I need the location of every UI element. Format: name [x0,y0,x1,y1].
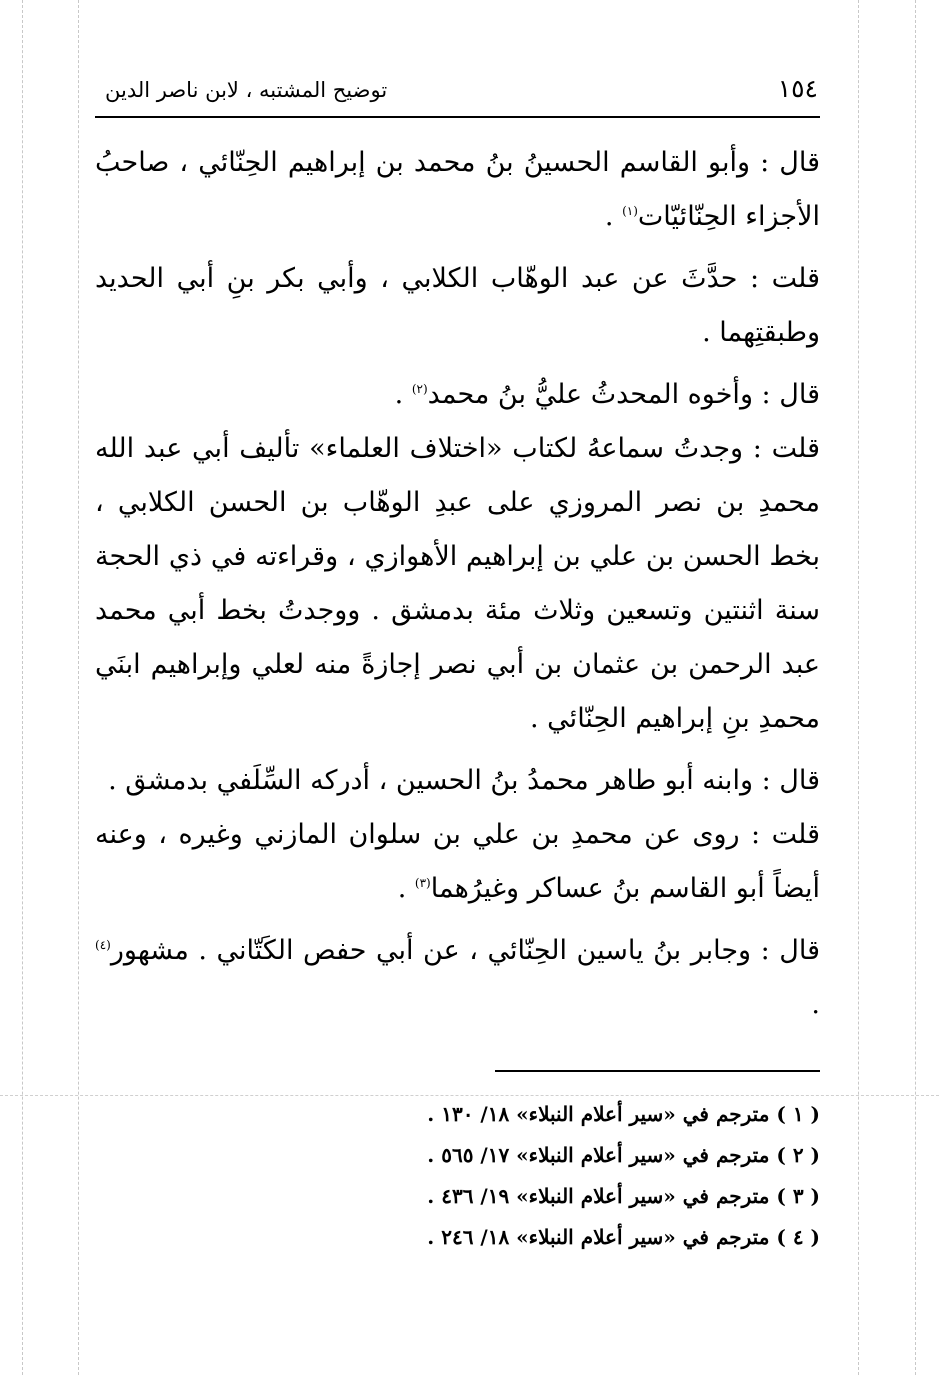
running-head: توضيح المشتبه ، لابن ناصر الدين [105,78,388,102]
footnote: ( ٤ ) مترجم في «سير أعلام النبلاء» ١٨/ ٢٤٦ . [427,1225,820,1249]
footnote: ( ٣ ) مترجم في «سير أعلام النبلاء» ١٩/ ٤٣٦ . [427,1184,820,1208]
body-text [95,136,820,1032]
scan-guide-line [78,0,79,1375]
footnote-marker[interactable]: (٢) [411,382,428,396]
scan-guide-line [858,0,859,1375]
footnotes [95,1094,820,1258]
paragraph: قلت : حدَّثَ عن عبد الوهّاب الكلابي ، وأبي بكر بنِ أبي الحديد وطبقتِهما . [95,263,820,348]
footnote-separator [495,1070,820,1072]
footnote-marker[interactable]: (١) [622,204,638,218]
page-number: ١٥٤ [777,74,818,103]
paragraph: قلت : وجدتُ سماعهُ لكتاب «اختلاف العلماء» تأليف أبي عبد الله محمدِ بن نصر المروزي على عبدِ الوهّاب بن الحسن الكلابي ، بخط الحسن بن علي بن إبراهيم الأهوازي ، وقراءته في ذي الحجة سنة اثنتين وتسعين وثلاث مئة بدمشق . ووجدتُ بخط أبي محمد عبد الرحمن بن عثمان بن أبي نصر إجازةً منه لعلي وإبراهيم ابنَي محمدِ بنِ إبراهيم الحِنّائي . [95,433,820,734]
footnote: ( ٢ ) مترجم في «سير أعلام النبلاء» ١٧/ ٥٦٥ . [427,1143,820,1167]
scan-guide-line [915,0,916,1375]
paragraph: قال : وأخوه المحدثُ عليُّ بنُ محمد$^{(٢)}$ . [394,379,820,410]
paragraph: قلت : روى عن محمدِ بن علي بن سلوان المازني وغيره ، وعنه أيضاً أبو القاسم بنُ عساكر وغيرُهما$^{(٣)}$ . [95,819,820,904]
footnote: ( ١ ) مترجم في «سير أعلام النبلاء» ١٨/ ١٣٠ . [427,1102,820,1126]
paragraph: قال : وابنه أبو طاهر محمدُ بنُ الحسين ، أدركه السِّلَفي بدمشق . [108,765,820,796]
paragraph: قال : وأبو القاسم الحسينُ بنُ محمد بن إبراهيم الحِنّائي ، صاحبُ الأجزاء الحِنّائيّات$^{(١)}$ . [95,147,820,232]
book-page [95,70,820,1258]
footnote-marker[interactable]: (٣) [414,876,431,890]
paragraph: قال : وجابر بنُ ياسين الحِنّائي ، عن أبي حفص الكَتّاني . مشهور$^{(٤)}$ . [95,935,820,1020]
page-header [95,70,820,118]
footnote-marker[interactable]: (٤) [95,938,111,952]
scan-guide-line [22,0,23,1375]
